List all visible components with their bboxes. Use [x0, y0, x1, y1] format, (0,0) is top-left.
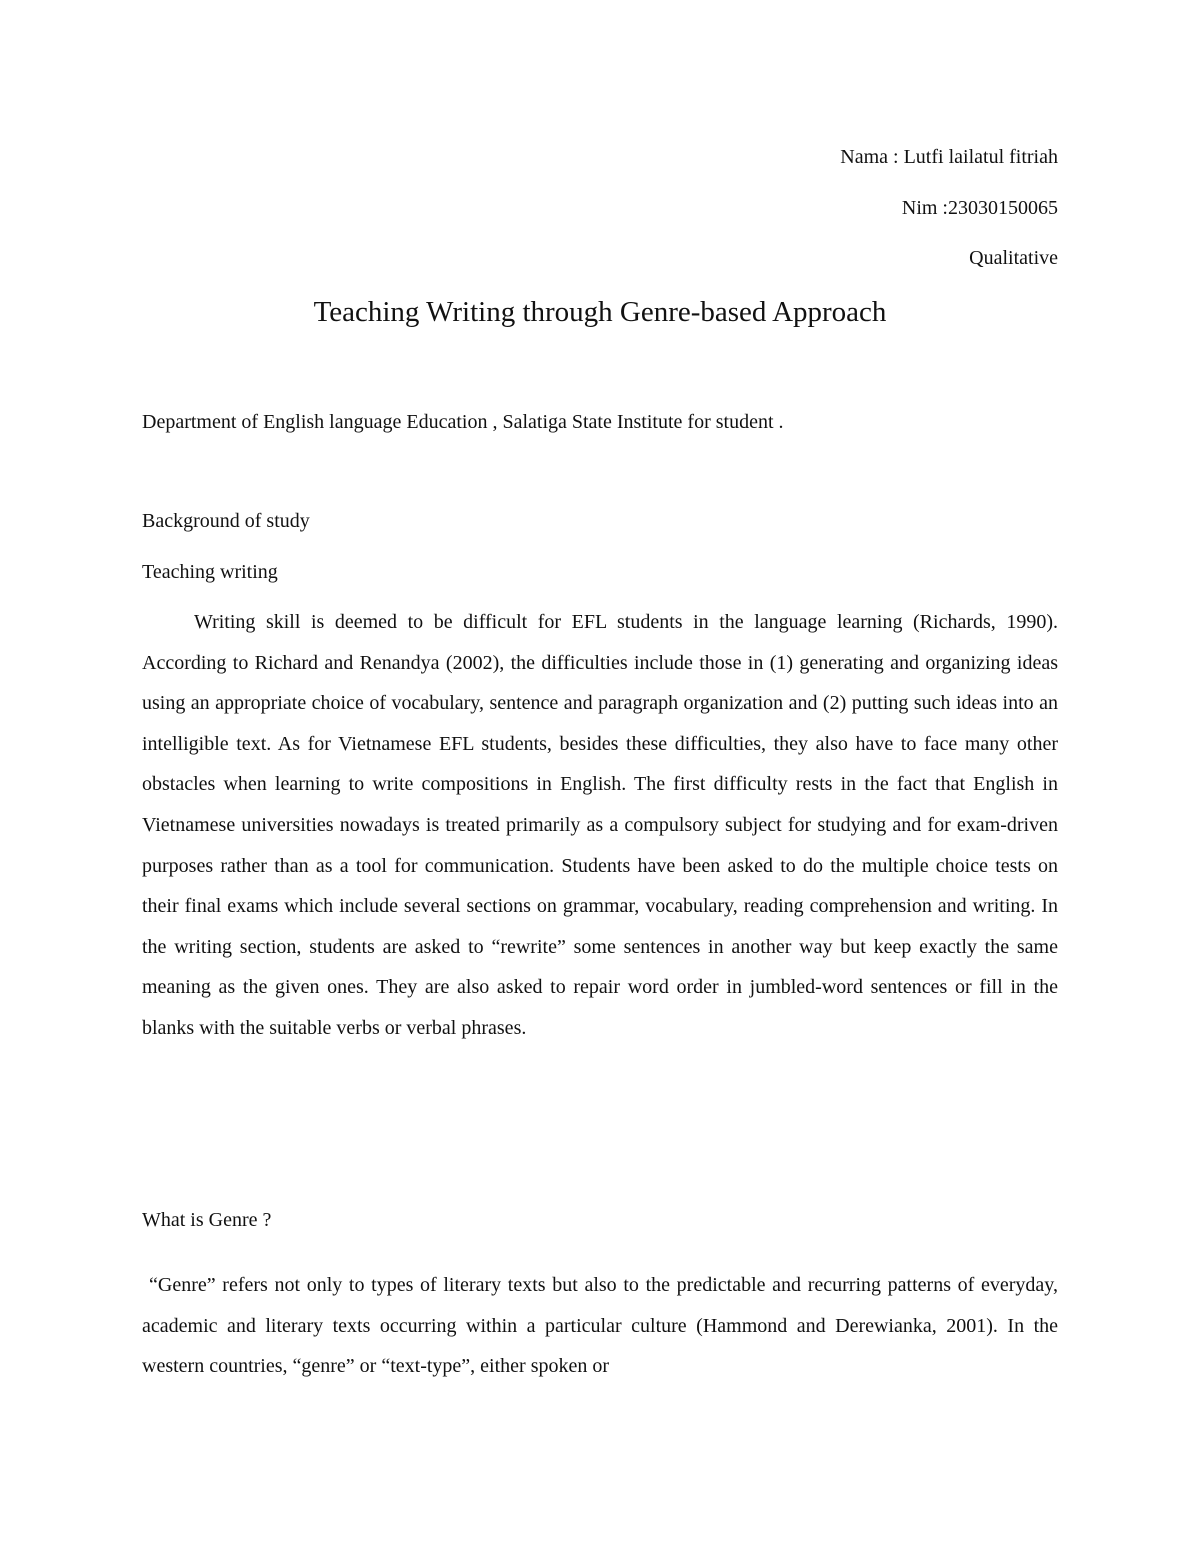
research-method: Qualitative — [969, 247, 1058, 269]
background-heading: Background of study — [142, 510, 310, 532]
teaching-writing-heading: Teaching writing — [142, 561, 278, 583]
genre-paragraph: “Genre” refers not only to types of literary texts but also to the predictable and recurring patterns of everyday, academic and literary texts occurring within a particular culture (Hammond and Derewianka, 2001). In the western countries, “genre” or “text-type”, either spoken or — [142, 1274, 1058, 1378]
teaching-writing-paragraph: Writing skill is deemed to be difficult for EFL students in the language learning (Richards, 1990). According to Richard and Renandya (2002), the difficulties include those in (1) generating and organizing ideas using an appropriate choice of vocabulary, sentence and paragraph organization and (2) putting such ideas into an intelligible text. As for Vietnamese EFL students, besides these difficulties, they also have to face many other obstacles when learning to write compositions in English. The first difficulty rests in the fact that English in Vietnamese universities nowadays is treated primarily as a compulsory subject for studying and for exam-driven purposes rather than as a tool for communication. Students have been asked to do the multiple choice tests on their final exams which include several sections on grammar, vocabulary, reading comprehension and writing. In the writing section, students are asked to “rewrite” some sentences in another way but keep exactly the same meaning as the given ones. They are also asked to repair word order in jumbled-word sentences or fill in the blanks with the suitable verbs or verbal phrases. — [142, 611, 1058, 1039]
student-nim: Nim :23030150065 — [901, 197, 1058, 219]
document-title: Teaching Writing through Genre-based Approach — [313, 296, 887, 328]
genre-heading: What is Genre ? — [142, 1209, 272, 1231]
affiliation-line: Department of English language Education , Salatiga State Institute for student . — [142, 411, 784, 433]
student-name: Nama : Lutfi lailatul fitriah — [840, 146, 1058, 168]
